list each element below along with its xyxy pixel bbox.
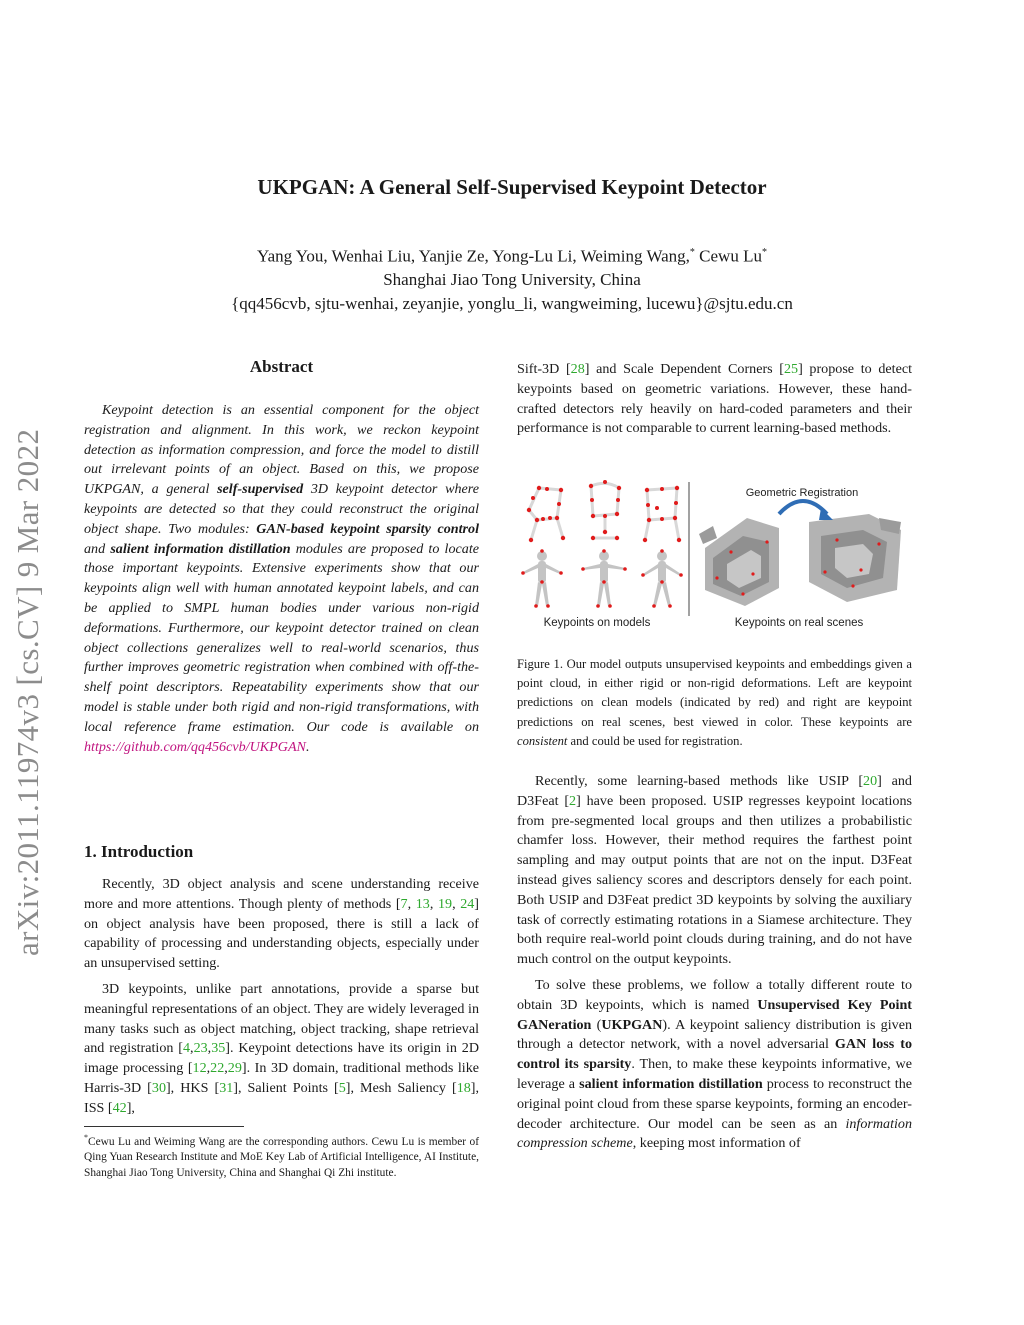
intro-paragraph: 3D keypoints, unlike part annotations, provide a sparse but meaningful representations of an object. They are widely leveraged in many tasks such as object matching, object tracking, shape retrieval and registration [4,23,35]. Keypoint detections have its origin in 2D image processing [12,22,29]. In 3D domain, traditional methods like Harris-3D [30], HKS [31], Salient Points [5], Mesh Saliency [18], ISS [42], <box>84 980 479 1116</box>
citation[interactable]: 20 <box>863 773 878 789</box>
citation[interactable]: 29 <box>227 1060 242 1077</box>
right-column-top-paragraph: Sift-3D [28] and Scale Dependent Corners [25] propose to detect keypoints based on geometric variations. However, these hand-crafted detectors rely heavily on hard-coded parameters and their performance is not comparable to current learning-based methods. <box>517 361 912 437</box>
citation[interactable]: 13 <box>415 895 430 912</box>
abstract-body: Keypoint detection is an essential component for the object registration and alignment. In this work, we reckon keypoint detection as information compression, and force the model to distill out irrelevant points of an object. Based on this, we propose UKPGAN, a general self-supervised 3D keypoint detector where keypoints are detected so that they could reconstruct the original object shape. Two modules: GAN-based keypoint sparsity control and salient information distillation modules are proposed to locate those important keypoints. Extensive experiments show that our keypoints align well with human annotated keypoint labels, and can be applied to SMPL human bodies under various non-rigid deformations. Furthermore, our keypoint detector trained on clean object collections generalizes well to real-world scenarios, thus further improves geometric registration when combined with off-the-shelf point descriptors. Repeatability experiments show that our model is stable under both rigid and non-rigid transformations, with local reference frame estimation. Our code is available on https://github.com/qq456cvb/UKPGAN. <box>84 402 479 755</box>
citation[interactable]: 19 <box>437 895 453 912</box>
label-keypoints-on-real-scenes: Keypoints on real scenes <box>734 617 864 629</box>
citation[interactable]: 22 <box>210 1060 225 1077</box>
label-geometric-registration: Geometric Registration <box>745 487 859 499</box>
intro-paragraph: Recently, 3D object analysis and scene understanding receive more and more attentions. Though plenty of methods [7, 13, 19, 24] on object analysis have been proposed, there is still a lack of capability of processing and understanding objects, especially under an unsupervised setting. <box>84 876 479 972</box>
abstract-heading: Abstract <box>249 357 314 376</box>
citation[interactable]: 4 <box>182 1040 191 1057</box>
citation[interactable]: 31 <box>219 1079 234 1096</box>
human-models <box>523 551 681 606</box>
body-paragraph: Recently, some learning-based methods like USIP [20] and D3Feat [2] have been proposed. USIP regresses keypoint locations from pre-segmented local groups and then utilizes a probabilistic chamfer loss. However, their method requires the farthest point sampling and may output points that are not on the input. D3Feat instead gives saliency scores and descriptors densely for each point. Both USIP and D3Feat predict 3D keypoints by solving the auxiliary task of correctly estimating rotations in a Siamese architecture. They both require real-world point clouds during training, and do not have much control on the output keypoints. <box>517 773 912 968</box>
label-keypoints-on-models: Keypoints on models <box>543 617 651 629</box>
citation[interactable]: 2 <box>569 792 577 809</box>
author-emails: {qq456cvb, sjtu-wenhai, zeyanjie, yonglu_li, wangweiming, lucewu}@sjtu.edu.cn <box>231 293 793 313</box>
figure-1-caption: Figure 1. Our model outputs unsupervised keypoints and embeddings given a point cloud, in either rigid or non-rigid deformations. Left are keypoint predictions on clean models (indicated by red) and right are keypoint predictions on real scenes, best viewed in color. These keypoints are consistent and could be used for registration. <box>517 657 912 748</box>
citation[interactable]: 7 <box>400 895 408 912</box>
citation[interactable]: 42 <box>112 1099 127 1116</box>
registration-arrowhead <box>819 508 833 520</box>
code-link[interactable]: https://github.com/qq456cvb/UKPGAN <box>84 738 306 755</box>
figure-1-graphic <box>517 478 912 638</box>
affiliation: Shanghai Jiao Tong University, China <box>383 270 641 290</box>
real-scene-left <box>699 518 779 606</box>
citation[interactable]: 25 <box>783 361 799 377</box>
footnote: *Cewu Lu and Weiming Wang are the corresponding authors. Cewu Lu is member of Qing Yuan Research Institute and MoE Key Lab of Artificial Intelligence, AI Institute, Shanghai Jiao Tong University, China and Shanghai Qi Zhi institute. <box>84 1133 479 1179</box>
paper-title: UKPGAN: A General Self-Supervised Keypoint Detector <box>257 175 767 199</box>
registration-arrow <box>779 501 827 514</box>
citation[interactable]: 23 <box>193 1040 208 1057</box>
right-column-body <box>517 772 912 1154</box>
introduction-body <box>84 875 479 1119</box>
citation[interactable]: 24 <box>460 895 475 912</box>
citation[interactable]: 30 <box>151 1079 166 1096</box>
citation[interactable]: 12 <box>192 1060 207 1077</box>
citation[interactable]: 18 <box>456 1079 471 1096</box>
real-scene-right <box>809 514 901 602</box>
citation[interactable]: 5 <box>338 1079 346 1096</box>
figure-1 <box>517 478 912 638</box>
arxiv-stamp: arXiv:2011.11974v3 [cs.CV] 9 Mar 2022 <box>10 428 45 956</box>
body-paragraph: To solve these problems, we follow a totally different route to obtain 3D keypoints, which is named Unsupervised Key Point GANeration (UKPGAN). A keypoint saliency distribution is given through a detector network, with a novel adversarial GAN loss to control its sparsity. Then, to make these keypoints informative, we leverage a salient information distillation process to reconstruct the original point cloud from these sparse keypoints, forming an encoder-decoder architecture. Our model can be seen as an information compression scheme, keeping most information of <box>517 976 913 1152</box>
section-heading-introduction: 1. Introduction <box>84 842 194 861</box>
citation[interactable]: 35 <box>211 1040 226 1057</box>
author-names: Yang You, Wenhai Liu, Yanjie Ze, Yong-Lu Li, Weiming Wang,* Cewu Lu* <box>257 246 767 266</box>
citation[interactable]: 28 <box>570 361 585 377</box>
footnote-rule <box>84 1126 244 1127</box>
author-block <box>0 241 1024 315</box>
